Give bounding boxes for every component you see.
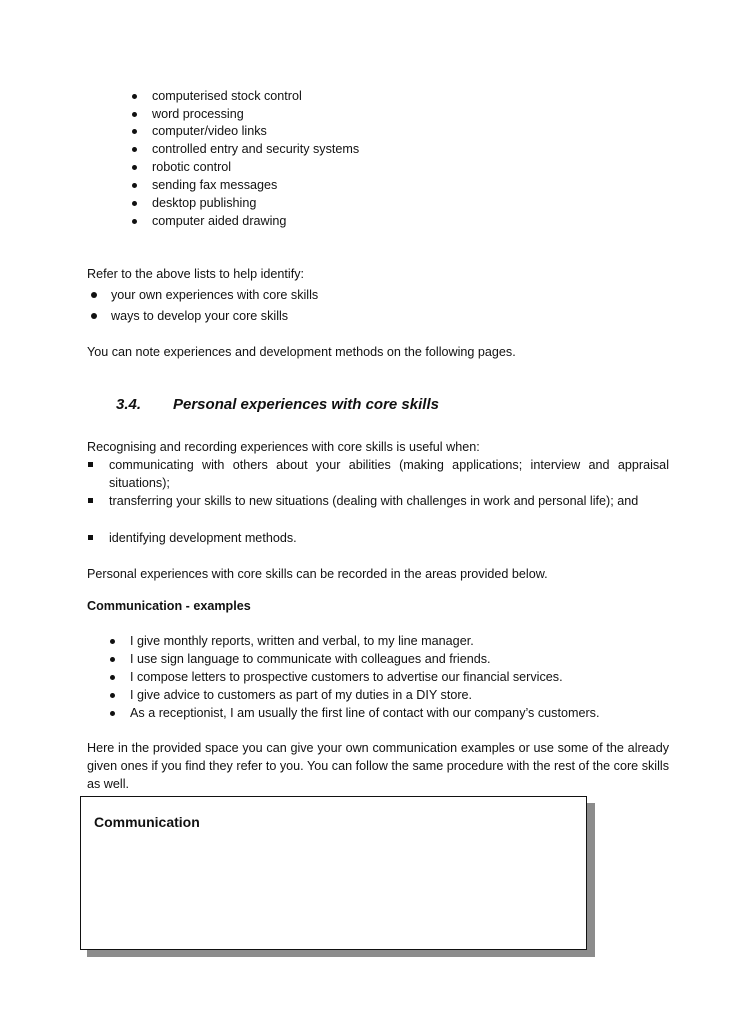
bullet-icon [132,147,137,152]
list-item-text: sending fax messages [152,178,278,192]
bullet-icon [132,112,137,117]
list-item-text: word processing [152,107,244,121]
list-item-text: controlled entry and security systems [152,142,360,156]
closing-text: Here in the provided space you can give your own communication examples or use some of the already given ones if you find they refer to you. You can follow the same procedure with the rest of the core skills as well. [87,741,669,791]
list-item-text: I give monthly reports, written and verbal, to my line manager. [130,634,474,648]
recorded-text: Personal experiences with core skills can be recorded in the areas provided below. [87,567,548,581]
list-item-text: I use sign language to communicate with colleagues and friends. [130,652,491,666]
examples-heading: Communication - examples [87,599,251,613]
square-bullet-icon [88,498,93,503]
list-item-text: identifying development methods. [109,531,297,545]
list-item-text: computer aided drawing [152,214,287,228]
list-item-text: As a receptionist, I am usually the first line of contact with our company’s customers. [130,706,600,720]
list-item-text: computer/video links [152,124,267,138]
communication-entry-box[interactable] [80,796,587,950]
list-item-text: computerised stock control [152,89,302,103]
bullet-icon [110,711,115,716]
bullet-icon [132,129,137,134]
section-title: Personal experiences with core skills [173,396,439,413]
list-item-text: robotic control [152,160,232,174]
bullet-icon [132,94,137,99]
bullet-icon [132,201,137,206]
section-number: 3.4. [116,396,142,413]
recognising-lead: Recognising and recording experiences with core skills is useful when: [87,440,480,454]
list-item-text: your own experiences with core skills [111,288,319,302]
list-item-text: ways to develop your core skills [111,309,289,323]
bullet-icon [91,292,97,298]
bullet-icon [132,165,137,170]
refer-lead: Refer to the above lists to help identify: [87,267,305,281]
bullet-icon [132,219,137,224]
bullet-icon [132,183,137,188]
list-item-text: communicating with others about your abilities (making applications; interview and appraisal situations); [109,458,669,490]
square-bullet-icon [88,535,93,540]
bullet-icon [110,657,115,662]
list-item-text: desktop publishing [152,196,257,210]
bullet-icon [110,693,115,698]
list-item-text: transferring your skills to new situations (dealing with challenges in work and personal life); and [109,494,639,508]
bullet-icon [110,675,115,680]
note-text: You can note experiences and development methods on the following pages. [87,345,516,359]
bullet-icon [91,313,97,319]
bullet-icon [110,639,115,644]
list-item-text: I compose letters to prospective customers to advertise our financial services. [130,670,563,684]
square-bullet-icon [88,462,93,467]
box-title: Communication [94,814,200,830]
list-item-text: I give advice to customers as part of my duties in a DIY store. [130,688,473,702]
